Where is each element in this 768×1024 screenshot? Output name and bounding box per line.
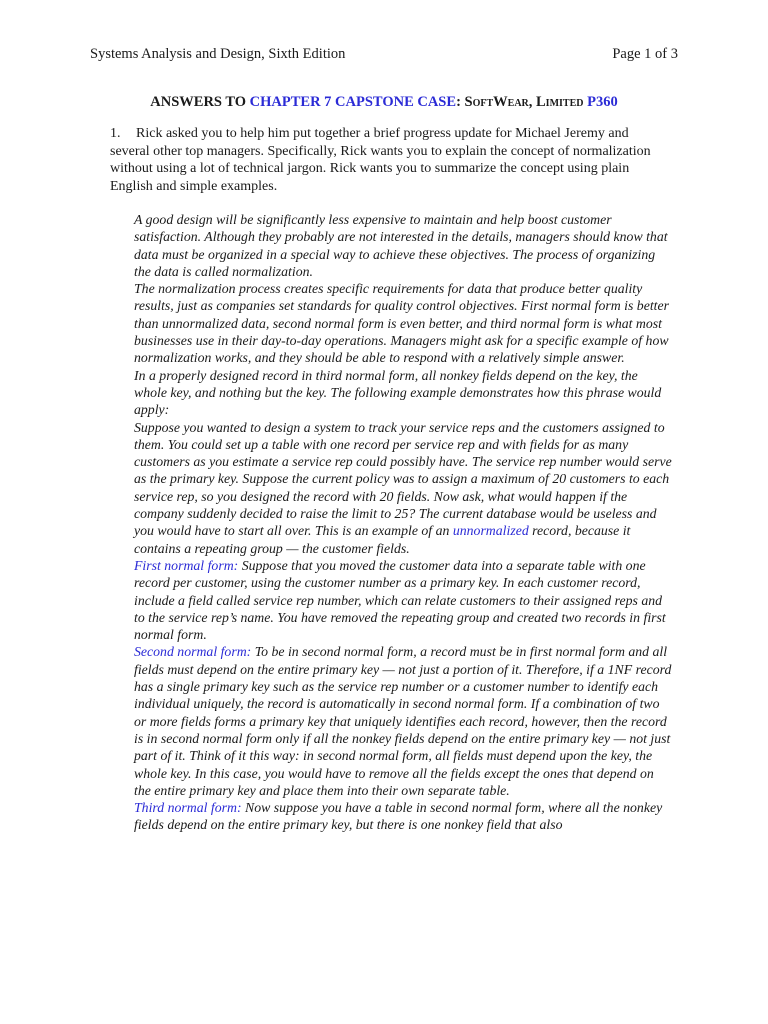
- document-title: [0, 93, 768, 111]
- answer-text: Suppose that you moved the customer data into a separate table with one record per customer, using the customer number as a primary key. In each customer record, include a field called service rep number, which can relate customers to their assigned reps and to the service rep’s name. You have removed the repeating group and created two records in first normal form.: [134, 557, 666, 643]
- answer-text: To be in second normal form, a record must be in first normal form and all fields must depend on the entire primary key — not just a portion of it. Therefore, if a 1NF record has a single primary key such as the service rep number or a customer number to identify each individual uniquely, the record is automatically in second normal form. If a combination of two or more fields forms a primary key that uniquely identifies each record, however, then the record is in second normal form only if all the nonkey fields depend on the entire primary key — not just part of it. Think of it this way: in second normal form, all fields must depend upon the key, the whole key. In this case, you would have to remove all the fields except the ones that depend on the entire primary key and place them into their own separate table.: [134, 644, 672, 798]
- term-third-normal-form: Third normal form:: [134, 800, 242, 816]
- term-second-normal-form: Second normal form:: [134, 644, 252, 660]
- answer-text: Suppose you wanted to design a system to track your service reps and the customers assigned to them. You could set up a table with one record per service rep and with fields for as many customers as you estimate a service rep could possibly have. The service rep number would serve as the primary key. Suppose the current policy was to assign a maximum of 20 customers to each service rep, so you designed the record with 20 fields. Now ask, what would happen if the company suddenly decided to raise the limit to 25? The current database would be useless and you would have to start all over. This is an example of an: [134, 419, 672, 539]
- question-number: 1.: [110, 126, 121, 141]
- answer-paragraph-2nf: [134, 643, 674, 799]
- answer-block: [134, 211, 674, 834]
- answer-paragraph-example: [134, 419, 674, 557]
- term-unnormalized: unnormalized: [452, 523, 529, 539]
- answer-paragraph: A good design will be significantly less expensive to maintain and help boost customer satisfaction. Although they probably are not interested in the details, managers should know that data must be organized in a special way to achieve these objectives. The process of organizing the data is called normalization.: [134, 212, 668, 279]
- page-number: Page 1 of 3: [612, 46, 678, 62]
- answer-text: Now suppose you have a table in second normal form, where all the nonkey fields depend on the entire primary key, but there is one nonkey field that also: [134, 800, 663, 833]
- title-company: SoftWear, Limited: [464, 94, 584, 110]
- title-prefix: ANSWERS TO: [150, 94, 250, 110]
- answer-text: record, because it contains a repeating group — the customer fields.: [134, 523, 631, 556]
- question-text: Rick asked you to help him put together a brief progress update for Michael Jeremy and several other top managers. Specifically, Rick wants you to explain the concept of normalization without using a lot of technical jargon. Rick wants you to summarize the concept using plain English and simple examples.: [110, 126, 651, 194]
- title-colon: :: [456, 94, 465, 110]
- title-chapter: CHAPTER 7 CAPSTONE CASE: [249, 94, 457, 110]
- answer-paragraph: In a properly designed record in third normal form, all nonkey fields depend on the key, the whole key, and nothing but the key. The following example demonstrates how this phrase would apply:: [134, 367, 662, 418]
- question-1: [110, 125, 670, 195]
- term-first-normal-form: First normal form:: [134, 557, 239, 573]
- answer-paragraph-1nf: [134, 557, 674, 643]
- book-title: Systems Analysis and Design, Sixth Edition: [90, 46, 346, 62]
- answer-paragraph: The normalization process creates specific requirements for data that produce better quality results, just as companies set standards for quality control objectives. First normal form is better than unnormalized data, second normal form is even better, and third normal form is what most businesses use in their day-to-day operations. Managers might ask for a specific example of how normalization works, and they should be able to respond with a relatively simple answer.: [134, 281, 669, 366]
- answer-paragraph-3nf: [134, 799, 674, 834]
- title-page-ref: P360: [587, 94, 618, 110]
